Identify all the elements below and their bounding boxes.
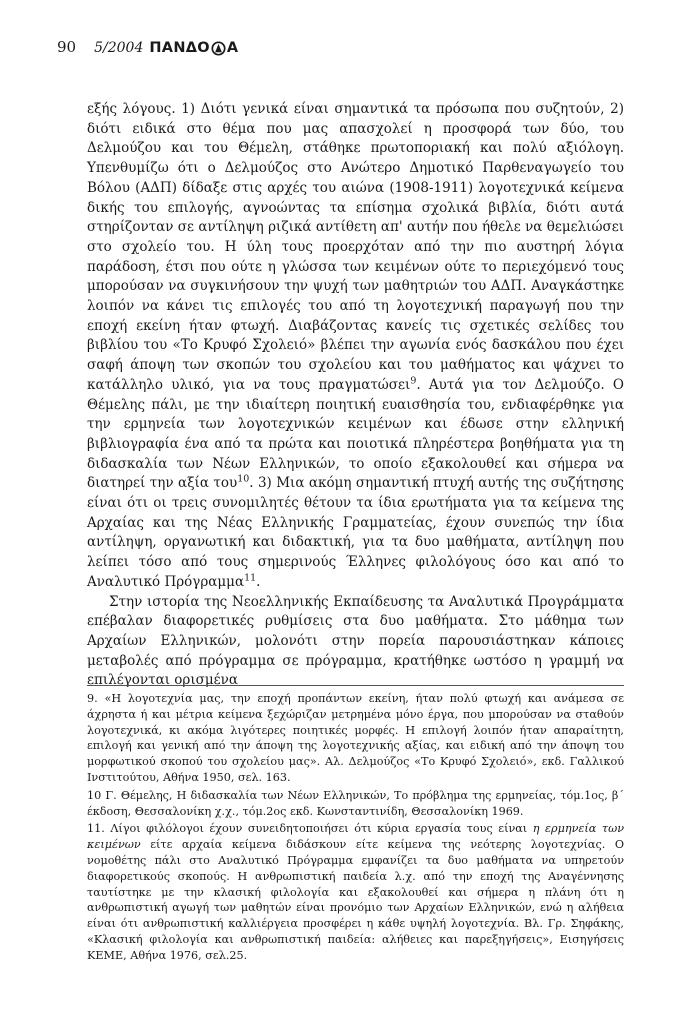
page-number: 90 [57,38,77,56]
emphasis: η ερμηνεία των κειμένων [87,822,624,852]
paragraph-2: Στην ιστορία της Νεοελληνικής Εκπαίδευσης τα Αναλυτικά Προγράμματα επέβαλαν διαφορετικές ρυθμίσεις στα δυο μαθήματα. Στο μάθημα των Αρχαίων Ελληνικών, μολονότι στην πορεία παρουσιάστηκαν κάποιες μεταβολές από πρόγραμμα σε πρόγραμμα, κρατήθηκε ωστόσο η γραμμή να επιλέγονται ορισμένα [87,593,624,689]
main-text [87,100,624,691]
running-header [57,38,238,60]
paragraph-1: εξής λόγους. 1) Διότι γενικά είναι σημαντικά τα πρόσωπα που συζητούν, 2) διότι ειδικά στο θέμα που μας απασχολεί η προσφορά των δύο, του Δελμούζου και του Θέμελη, στάθηκε πρωτοποριακή και πολύ αξιόλογη. Υπενθυμίζω ότι ο Δελμούζος στο Ανώτερο Δημοτικό Παρθεναγωγείο του Βόλου (ΑΔΠ) δίδαξε στις αρχές του αιώνα (1908-1911) λογοτεχνικά κείμενα δικής του επιλογής, αγνοώντας τα επίσημα σχολικά βιβλία, διότι αυτά στηρίζονταν σε αντίληψη ριζικά αντίθετη απ' αυτήν που ήθελε να θεμελιώσει στο σχολείο του. Η ύλη τους προερχόταν από την πιο αυστηρή λόγια παράδοση, έτσι που ούτε η γλώσσα των κειμένων ούτε το περιεχόμενό τους μπορούσαν να συγκινήσουν την ψυχή των μαθητριών του ΑΔΠ. Αναγκάστηκε λοιπόν να κάνει τις επιλογές του από τη λογοτεχνική παραγωγή που την εποχή εκείνη ήταν φτωχή. Διαβάζοντας κανείς τις σχετικές σελίδες του βιβλίου του «Το Κρυφό Σχολειό» βλέπει την αγωνία ενός δασκάλου που έχει σαφή άποψη των σκοπών του σχολείου και του μαθήματος και ψάχνει το κατάλληλο υλικό, για να τους πραγματώσει$^9$. Αυτά για τον Δελμούζο. Ο Θέμελης πάλι, με την ιδιαίτερη ποιητική ευαισθησία του, ενδιαφέρθηκε για την ερμηνεία των λογοτεχνικών κειμένων και έδωσε στην ελληνική βιβλιογραφία ένα από τα πρώτα και ποιοτικά πληρέστερα βοηθήματα για τη διδασκαλία των Νέων Ελληνικών, το οποίο εξακολουθεί και σήμερα να διατηρεί την αξία του$^{10}$. 3) Μια ακόμη σημαντική πτυχή αυτής της συζήτησης είναι ότι οι τρεις συνομιλητές θέτουν τα ίδια ερωτήματα για τα κείμενα της Αρχαίας και της Νέας Ελληνικής Γραμματείας, έχουν συνεπώς την ίδια αντίληψη, οργανωτική και διδακτική, για τα δυο μαθήματα, αντίληψη που λείπει τόσο από τους σημερινούς Έλληνες φιλολόγους όσο και από το Αναλυτικό Πρόγραμμα$^{11}$. [87,101,624,590]
footnote-ref-10: 10 [237,473,250,485]
footnote-11: 11. Λίγοι φιλόλογοι έχουν συνειδητοποιήσει ότι κύρια εργασία τους είναι η ερμηνεία των κειμένων είτε αρχαία κείμενα διδάσκουν είτε κείμενα της νεότερης λογοτεχνίας. Ο νομοθέτης πάλι στο Αναλυτικό Πρόγραμμα εμφανίζει τα δυο μαθήματα να υπηρετούν διαφορετικούς σκοπούς. Η ανθρωπιστική παιδεία λ.χ. από την εποχή της Αναγέννησης ταυτίστηκε με την κλασική φιλολογία και εξακολουθεί και σήμερα η πλάνη ότι η ανθρωπιστική αγωγή των μαθητών είναι προνόμιο των Αρχαίων Ελληνικών, ενώ η αλήθεια είναι ότι ανθρωπιστική καλλιέργεια προσφέρει η κάθε υψηλή λογοτεχνία. Βλ. Γρ. Σηφάκης, «Κλασική φιλολογία και ανθρωπιστική παιδεία: αλήθειες και παρεξηγήσεις», Εισηγήσεις ΚΕΜΕ, Αθήνα 1976, σελ.25. [87,822,624,962]
footnote-divider [87,685,624,686]
footnote-9: 9. «Η λογοτεχνία μας, την εποχή προπάντων εκείνη, ήταν πολύ φτωχή και ανάμεσα σε άχρηστα ή και μέτρια κείμενα ξεχώριζαν μετρημένα μόνο έργα, που μπορούσαν να σταθούν λογοτεχνικά, κι ακόμα λιγότερες ποιητικές μορφές. Η επιλογή λοιπόν ήταν απαραίτητη, επιλογή και γενική από την άποψη της λογοτεχνικής αξίας, και ειδική από την άποψη του μορφωτικού σκοπού του σχολείου μας». Αλ. Δελμούζος «Το Κρυφό Σχολειό», εκδ. Γαλλικού Ινστιτούτου, Αθήνα 1950, σελ. 163. [87,692,624,784]
journal-name-end: Α [226,40,239,56]
footnote-10: 10 Γ. Θέμελης, Η διδασκαλία των Νέων Ελληνικών, Το πρόβλημα της ερμηνείας, τόμ.1ος, β΄ έκδοση, Θεσσαλονίκη χ.χ., τόμ.2ος εκδ. Κωνσταντινίδη, Θεσσαλονίκη 1969. [87,788,624,818]
footnote-ref-11: 11 [244,572,257,584]
journal-logo [149,40,238,56]
journal-logo-icon [211,41,226,56]
journal-name-start: ΠΑΝΔΟ [149,40,210,56]
footnote-ref-9: 9 [410,375,417,387]
footnotes [87,691,624,966]
issue-number: 5/2004 [94,40,144,56]
